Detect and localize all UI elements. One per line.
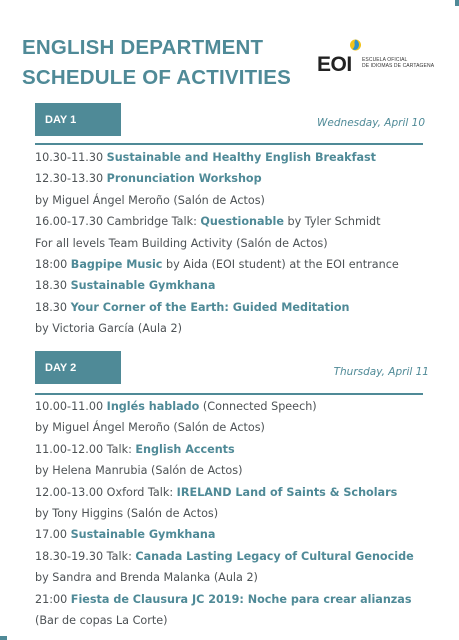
day1-divider bbox=[35, 143, 423, 145]
schedule-line: 21:00 Fiesta de Clausura JC 2019: Noche para crear alianzas bbox=[35, 592, 412, 606]
schedule-line: 17.00 Sustainable Gymkhana bbox=[35, 528, 216, 542]
day2-badge bbox=[35, 351, 121, 384]
corner-accent-bottom bbox=[0, 636, 7, 640]
schedule-line: by Helena Manrubia (Salón de Actos) bbox=[35, 464, 243, 478]
day1-date: Wednesday, April 10 bbox=[317, 117, 425, 129]
page-title bbox=[22, 33, 291, 93]
schedule-line: For all levels Team Building Activity (Salón de Actos) bbox=[35, 236, 328, 250]
day2-date: Thursday, April 11 bbox=[333, 366, 429, 378]
title-line-2: SCHEDULE OF ACTIVITIES bbox=[22, 66, 292, 89]
schedule-line: by Victoria García (Aula 2) bbox=[35, 322, 182, 336]
title-line-1: ENGLISH DEPARTMENT bbox=[22, 36, 264, 59]
schedule-line: 18.30 Your Corner of the Earth: Guided Meditation bbox=[35, 300, 350, 314]
logo-text-line-2: DE IDIOMAS DE CARTAGENA bbox=[362, 63, 435, 69]
schedule-line: by Sandra and Brenda Malanka (Aula 2) bbox=[35, 571, 258, 585]
schedule-line: 18.30-19.30 Talk: Canada Lasting Legacy of Cultural Genocide bbox=[35, 549, 414, 563]
day2-label: DAY 2 bbox=[45, 361, 77, 374]
logo-text-line-1: ESCUELA OFICIAL bbox=[362, 57, 408, 63]
schedule-line: by Miguel Ángel Meroño (Salón de Actos) bbox=[35, 193, 265, 207]
schedule-line: by Tony Higgins (Salón de Actos) bbox=[35, 507, 219, 521]
schedule-line: 12.30-13.30 Pronunciation Workshop bbox=[35, 172, 262, 186]
logo-mark: EOI bbox=[317, 53, 352, 76]
schedule-line: 18.30 Sustainable Gymkhana bbox=[35, 279, 216, 293]
day2-schedule bbox=[35, 396, 414, 631]
schedule-line: 12.00-13.00 Oxford Talk: IRELAND Land of Saints & Scholars bbox=[35, 485, 398, 499]
day1-label: DAY 1 bbox=[45, 113, 77, 126]
flame-icon bbox=[349, 38, 362, 53]
day1-badge bbox=[35, 103, 121, 136]
day2-divider bbox=[35, 393, 423, 395]
schedule-line: 18:00 Bagpipe Music by Aida (EOI student) at the EOI entrance bbox=[35, 258, 399, 272]
schedule-line: 10.30-11.30 Sustainable and Healthy English Breakfast bbox=[35, 151, 377, 164]
eoi-logo bbox=[317, 38, 437, 78]
day1-schedule bbox=[35, 147, 399, 340]
schedule-line: 16.00-17.30 Cambridge Talk: Questionable by Tyler Schmidt bbox=[35, 215, 381, 229]
schedule-line: 10.00-11.00 Inglés hablado (Connected Speech) bbox=[35, 400, 317, 413]
schedule-line: 11.00-12.00 Talk: English Accents bbox=[35, 442, 235, 456]
logo-text bbox=[362, 57, 434, 69]
corner-accent-top bbox=[455, 0, 459, 6]
schedule-line: by Miguel Ángel Meroño (Salón de Actos) bbox=[35, 421, 265, 435]
schedule-line: (Bar de copas La Corte) bbox=[35, 614, 168, 628]
